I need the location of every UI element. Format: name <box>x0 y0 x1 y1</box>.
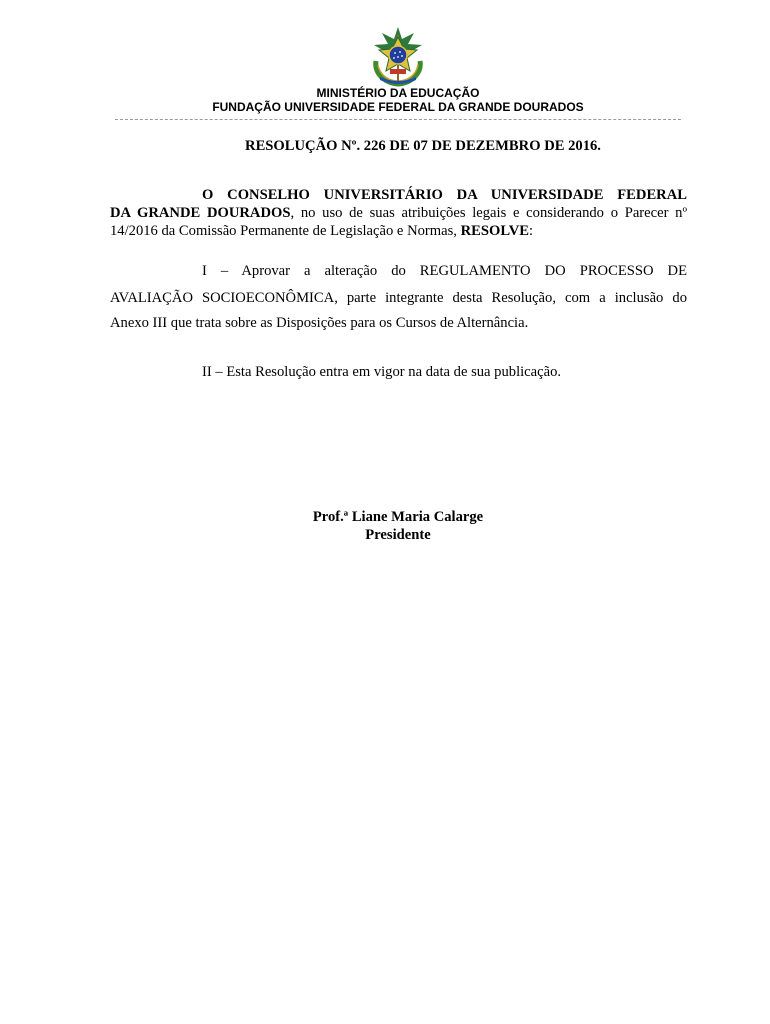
header-ministry: MINISTÉRIO DA EDUCAÇÃO <box>316 86 480 100</box>
preamble-text: , no uso de suas atribuições legais e considerando o Parecer nº <box>290 205 687 221</box>
resolution-title: RESOLUÇÃO Nº. 226 DE 07 DE DEZEMBRO DE 2016. <box>245 138 601 154</box>
header-foundation: FUNDAÇÃO UNIVERSIDADE FEDERAL DA GRANDE DOURADOS <box>212 100 584 114</box>
preamble-line-1: O CONSELHO UNIVERSITÁRIO DA UNIVERSIDADE FEDERAL <box>202 187 687 203</box>
preamble-line-3 <box>110 222 687 240</box>
resolve-keyword: RESOLVE <box>460 223 529 239</box>
article-2: II – Esta Resolução entra em vigor na data de sua publicação. <box>202 364 562 380</box>
signatory-role: Presidente <box>365 527 431 543</box>
header-divider <box>115 119 681 120</box>
preamble-council-name: DA GRANDE DOURADOS <box>110 205 291 221</box>
brazil-coat-of-arms-icon <box>368 27 428 87</box>
article-1-line-2: AVALIAÇÃO SOCIOECONÔMICA, parte integrante desta Resolução, com a inclusão do <box>110 290 687 306</box>
article-1-line-1: I – Aprovar a alteração do REGULAMENTO DO PROCESSO DE <box>202 263 687 279</box>
preamble-line-2 <box>110 204 687 222</box>
article-1-line-3: Anexo III que trata sobre as Disposições para os Cursos de Alternância. <box>110 315 529 331</box>
preamble-colon: : <box>529 223 534 239</box>
preamble-text-2: 14/2016 da Comissão Permanente de Legislação e Normas, <box>110 223 461 239</box>
signatory-name: Prof.ª Liane Maria Calarge <box>312 509 484 525</box>
